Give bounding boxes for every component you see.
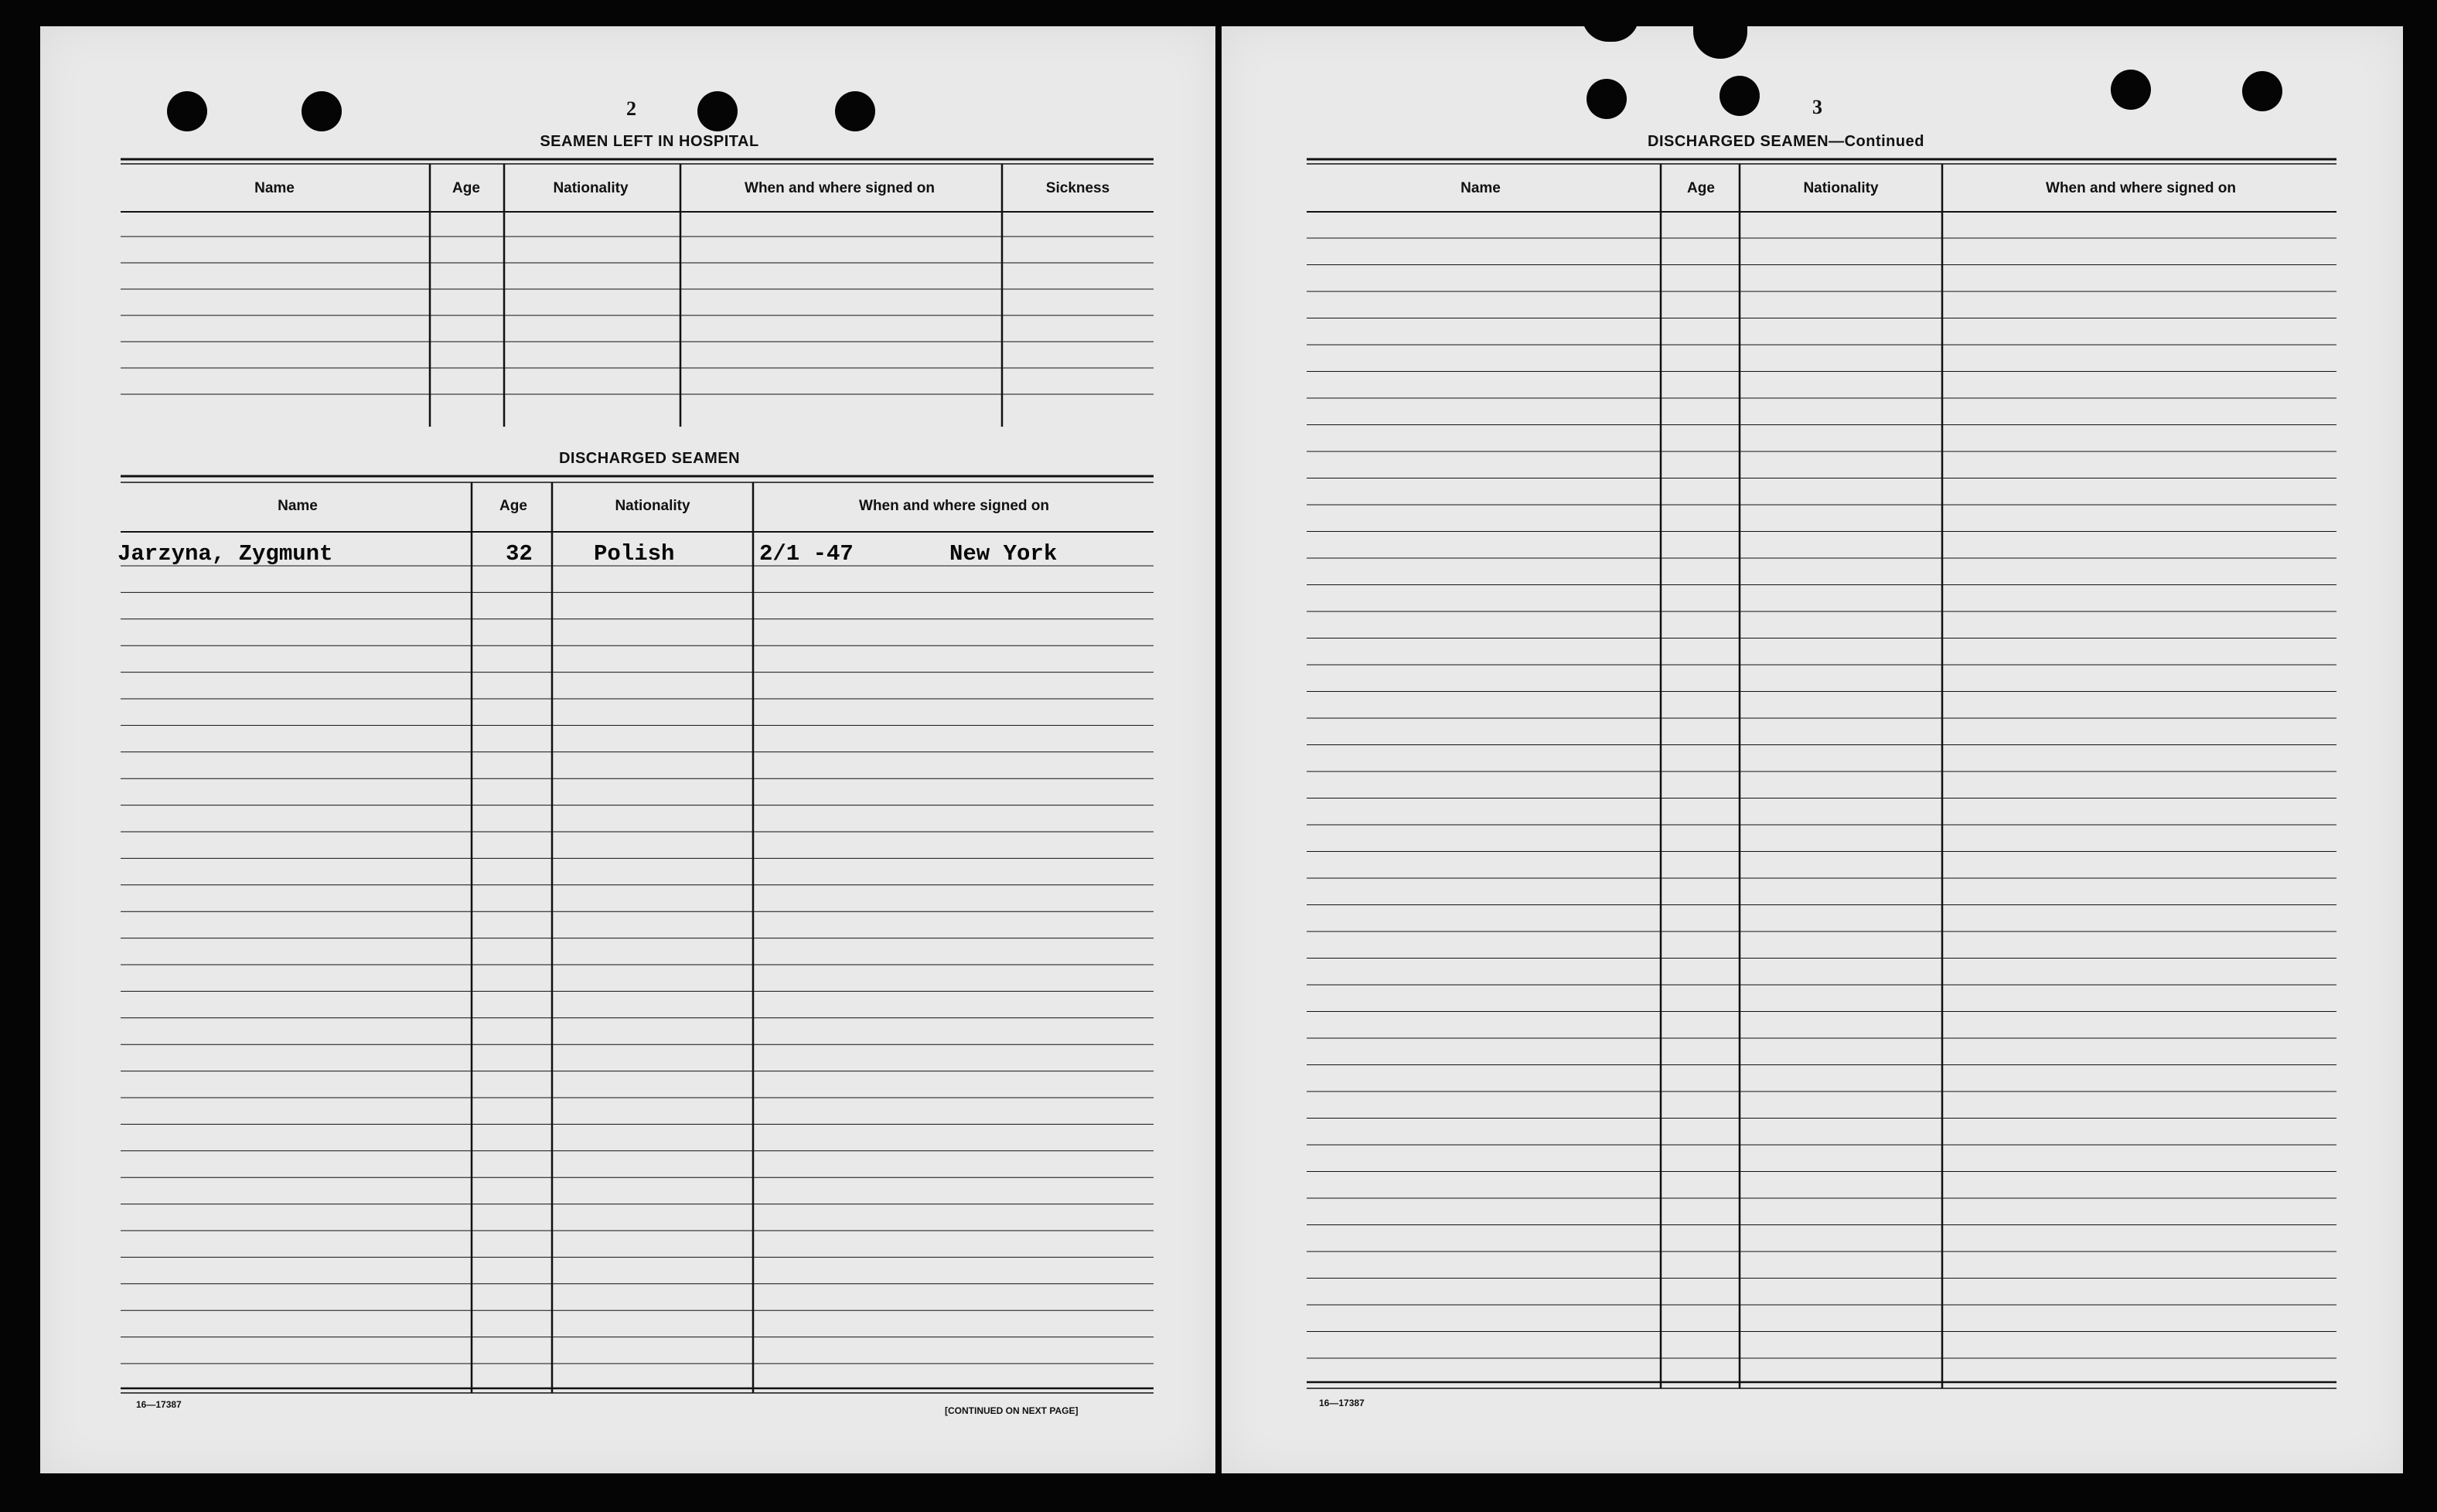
discharged-col-signed-on: When and where signed on (859, 498, 1049, 514)
right-col-name: Name (1460, 180, 1501, 196)
form-number: 16—17387 (136, 1399, 182, 1410)
discharged-section-title: DISCHARGED SEAMEN (558, 450, 741, 467)
continued-note: [CONTINUED ON NEXT PAGE] (945, 1405, 1079, 1416)
seaman-signed-on-place: New York (949, 541, 1058, 567)
right-col-signed-on: When and where signed on (2046, 180, 2236, 196)
discharged-col-age: Age (499, 498, 527, 514)
hospital-col-nationality: Nationality (553, 180, 629, 196)
hospital-col-sickness: Sickness (1045, 180, 1110, 196)
hospital-section-title: SEAMEN LEFT IN HOSPITAL (540, 133, 759, 150)
discharged-continued-title: DISCHARGED SEAMEN—Continued (1648, 133, 1924, 150)
hospital-col-signed-on: When and where signed on (745, 180, 935, 196)
right-col-age: Age (1687, 180, 1715, 196)
page-number: 3 (1812, 96, 1822, 118)
hospital-col-age: Age (452, 180, 480, 196)
form-number: 16—17387 (1319, 1398, 1365, 1408)
seaman-name: Jarzyna, Zygmunt (118, 541, 333, 567)
hospital-col-name: Name (254, 180, 295, 196)
seaman-signed-on-date: 2/1 -47 (759, 541, 854, 567)
seaman-nationality: Polish (594, 541, 675, 567)
page-number: 2 (626, 97, 636, 120)
discharged-col-nationality: Nationality (615, 498, 690, 514)
discharged-col-name: Name (278, 498, 318, 514)
seaman-age: 32 (506, 541, 533, 567)
right-col-nationality: Nationality (1803, 180, 1879, 196)
